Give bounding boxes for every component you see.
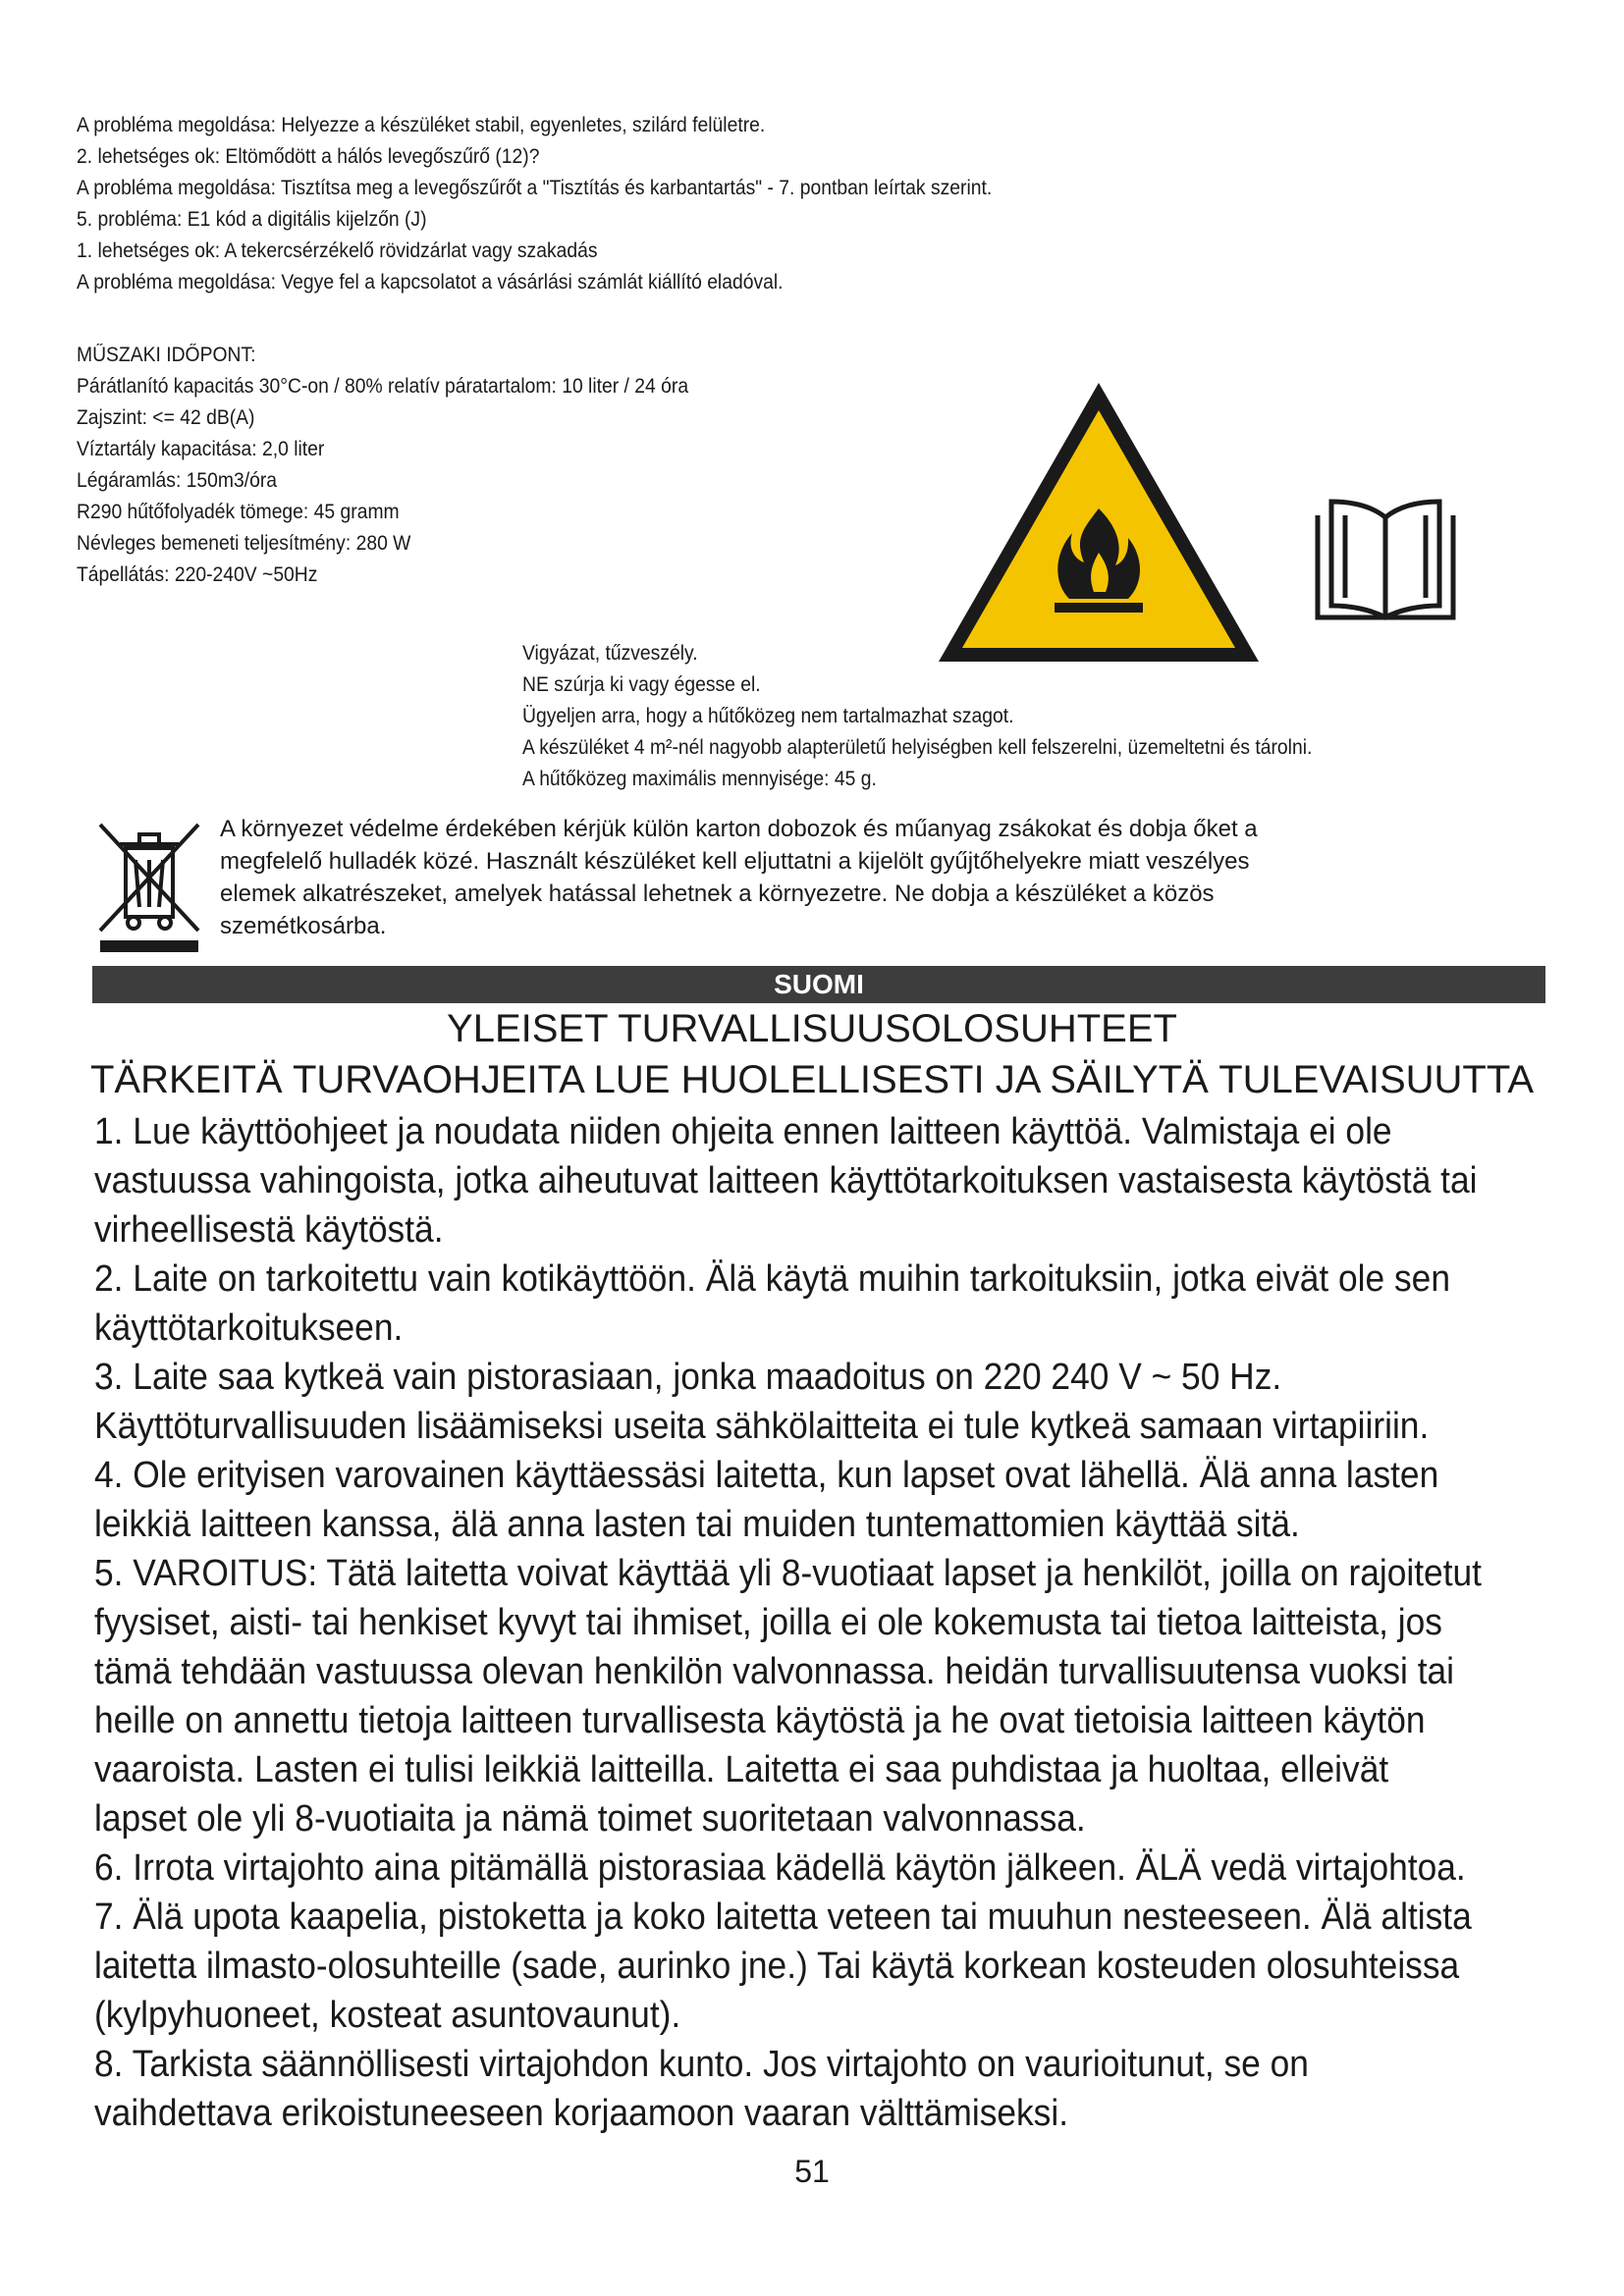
spec-line: Névleges bemeneti teljesítmény: 280 W [77, 532, 411, 555]
instruction-line: vastuussa vahingoista, jotka aiheutuvat laitteen käyttötarkoituksen vastaisesta käytöstä tai [94, 1160, 1478, 1201]
instruction-line: 1. Lue käyttöohjeet ja noudata niiden ohjeita ennen laitteen käyttöä. Valmistaja ei ole [94, 1111, 1392, 1152]
instruction-line: 7. Älä upota kaapelia, pistoketta ja koko laitetta veteen tai muuhun nesteeseen. Älä altista [94, 1896, 1472, 1938]
spec-line: R290 hűtőfolyadék tömege: 45 gramm [77, 501, 400, 523]
language-section-bar: SUOMI [92, 966, 1545, 1003]
disposal-info [220, 813, 1536, 942]
warning-line: A hűtőközeg maximális mennyisége: 45 g. [522, 768, 877, 790]
text-line: 2. lehetséges ok: Eltömődött a hálós levegőszűrő (12)? [77, 145, 540, 168]
text-line: A probléma megoldása: Tisztítsa meg a levegőszűrőt a "Tisztítás és karbantartás" - 7. pontban leírtak szerint. [77, 177, 993, 199]
instruction-line: vaaroista. Lasten ei tulisi leikkiä laitteilla. Laitetta ei saa puhdistaa ja huoltaa, elleivät [94, 1749, 1389, 1790]
page-number: 51 [794, 2154, 830, 2189]
instruction-line: laitetta ilmasto-olosuhteille (sade, aurinko jne.) Tai käytä korkean kosteuden olosuhteissa [94, 1946, 1460, 1987]
technical-specs [77, 340, 960, 591]
instruction-line: käyttötarkoitukseen. [94, 1308, 404, 1349]
instruction-line: (kylpyhuoneet, kosteat asuntovaunut). [94, 1995, 681, 2036]
spec-line: Tápellátás: 220-240V ~50Hz [77, 563, 318, 586]
disposal-line: A környezet védelme érdekében kérjük külön karton dobozok és műanyag zsákokat és dobja őket a [220, 816, 1258, 842]
spec-line: Zajszint: <= 42 dB(A) [77, 406, 255, 429]
flammable-warning-icon [937, 381, 1261, 666]
instruction-line: tämä tehdään vastuussa olevan henkilön valvonnassa. heidän turvallisuutensa vuoksi tai [94, 1651, 1455, 1692]
instruction-line: heille on annettu tietoja laitteen turvallisesta käytöstä ja he ovat tietoisia laitteen käytön [94, 1700, 1426, 1741]
instruction-line: 2. Laite on tarkoitettu vain kotikäyttöön. Älä käytä muihin tarkoituksiin, jotka eivät ole sen [94, 1258, 1450, 1300]
safety-instructions [94, 1107, 1624, 2138]
instruction-line: Käyttöturvallisuuden lisäämiseksi useita sähkölaitteita ei tule kytkeä samaan virtapiiriin. [94, 1406, 1430, 1447]
instruction-line: 4. Ole erityisen varovainen käyttäessäsi laitetta, kun lapset ovat lähellä. Älä anna lasten [94, 1455, 1439, 1496]
specs-title: MŰSZAKI IDŐPONT: [77, 344, 256, 366]
warning-line: A készüléket 4 m²-nél nagyobb alapterületű helyiségben kell felszerelni, üzemeltetni és tárolni. [522, 736, 1313, 759]
instruction-line: 3. Laite saa kytkeä vain pistorasiaan, jonka maadoitus on 220 240 V ~ 50 Hz. [94, 1357, 1282, 1398]
warning-line: Vigyázat, tűzveszély. [522, 642, 698, 665]
spec-line: Párátlanító kapacitás 30°C-on / 80% relatív páratartalom: 10 liter / 24 óra [77, 375, 689, 398]
troubleshooting-block [77, 110, 1549, 298]
instruction-line: lapset ole yli 8-vuotiaita ja nämä toimet suoritetaan valvonnassa. [94, 1798, 1086, 1840]
warning-line: Ügyeljen arra, hogy a hűtőközeg nem tartalmazhat szagot. [522, 705, 1014, 727]
instruction-line: leikkiä laitteen kanssa, älä anna lasten tai muiden tuntemattomien käyttää sitä. [94, 1504, 1300, 1545]
instruction-line: 8. Tarkista säännöllisesti virtajohdon kunto. Jos virtajohto on vaurioitunut, se on [94, 2044, 1309, 2085]
instruction-line: virheellisestä käytöstä. [94, 1209, 444, 1251]
section-heading: YLEISET TURVALLISUUSOLOSUHTEET [447, 1007, 1177, 1050]
instruction-line: fyysiset, aisti- tai henkiset kyvyt tai ihmiset, joilla ei ole kokemusta tai tietoa laitteista, jos [94, 1602, 1442, 1643]
section-subheading: TÄRKEITÄ TURVAOHJEITA LUE HUOLELLISESTI JA SÄILYTÄ TULEVAISUUTTA [89, 1058, 1535, 1101]
disposal-line: elemek alkatrészeket, amelyek hatással lehetnek a környezetre. Ne dobja a készüléket a közös [220, 881, 1215, 907]
text-line: 1. lehetséges ok: A tekercsérzékelő rövidzárlat vagy szakadás [77, 240, 598, 262]
instruction-line: 6. Irrota virtajohto aina pitämällä pistorasiaa kädellä käytön jälkeen. ÄLÄ vedä virtajohtoa. [94, 1847, 1466, 1889]
disposal-line: szemétkosárba. [220, 913, 387, 939]
warning-line: NE szúrja ki vagy égesse el. [522, 673, 761, 696]
warning-text-block [522, 638, 1602, 795]
instruction-line: 5. VAROITUS: Tätä laitetta voivat käyttää yli 8-vuotiaat lapset ja henkilöt, joilla on rajoitetut [94, 1553, 1483, 1594]
instruction-line: vaihdettava erikoistuneeseen korjaamoon vaaran välttämiseksi. [94, 2093, 1069, 2134]
spec-line: Víztartály kapacitása: 2,0 liter [77, 438, 325, 460]
spec-line: Légáramlás: 150m3/óra [77, 469, 278, 492]
text-line: A probléma megoldása: Vegye fel a kapcsolatot a vásárlási számlát kiállító eladóval. [77, 271, 784, 294]
read-manual-icon [1312, 496, 1459, 623]
disposal-line: megfelelő hulladék közé. Használt készüléket kell eljuttatni a kijelölt gyűjtőhelyekre miatt veszélyes [220, 848, 1250, 875]
weee-crossed-bin-icon [96, 821, 202, 954]
text-line: 5. probléma: E1 kód a digitális kijelzőn (J) [77, 208, 427, 231]
text-line: A probléma megoldása: Helyezze a készüléket stabil, egyenletes, szilárd felületre. [77, 114, 766, 136]
